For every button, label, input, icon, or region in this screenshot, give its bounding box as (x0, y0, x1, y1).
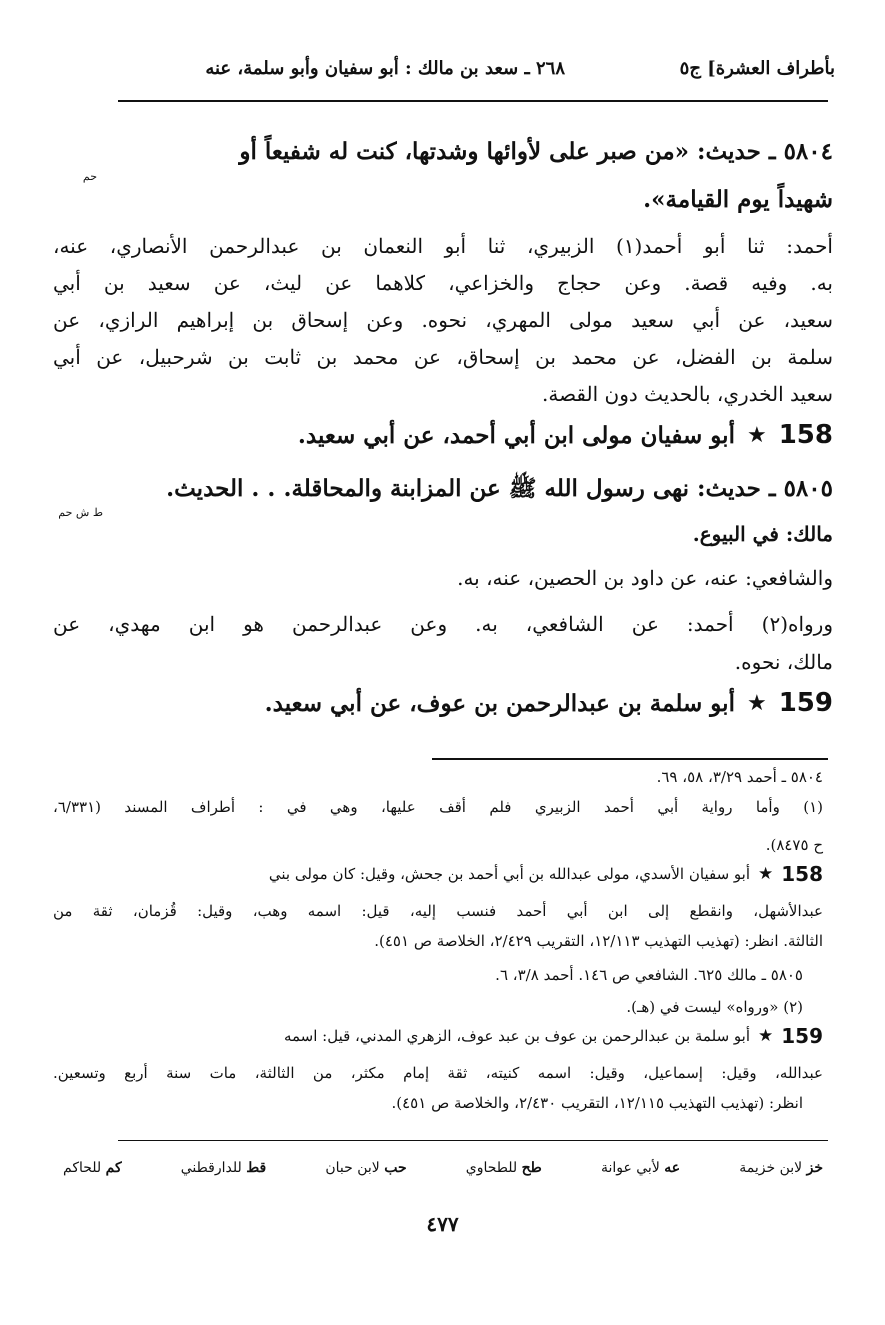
header-book-title: بأطراف العشرة] ج٥ (679, 58, 835, 79)
legend-item: خز لابن خزيمة (739, 1160, 823, 1176)
footnote-5804-refs: ٥٨٠٤ ـ أحمد ٣/٢٩، ٥٨، ٦٩. (656, 768, 823, 786)
hadith-5805-ahmad-line-1: ورواه(٢) أحمد: عن الشافعي، به. وعن عبدالرحمن هو ابن مهدي، عن (53, 612, 833, 636)
legend-rule (118, 1140, 828, 1141)
narrator-159-text: أبو سلمة بن عبدالرحمن بن عوف، عن أبي سعيد. (264, 689, 735, 717)
hadith-5804-title-cont: شهيداً يوم القيامة». (643, 186, 833, 213)
star-icon: ★ (758, 1026, 774, 1046)
narrator-158-text: أبو سفيان مولى ابن أبي أحمد، عن أبي سعيد. (297, 421, 735, 449)
hadith-5805-shafii: والشافعي: عنه، عن داود بن الحصين، عنه، به. (457, 566, 833, 590)
hadith-5804-source-sigla: حم (82, 170, 97, 183)
hadith-5805-ahmad-line-2: مالك، نحوه. (734, 650, 833, 674)
hadith-5804-isnad-line-2: به. وفيه قصة. وعن حجاج والخزاعي، كلاهما عن ليث، عن سعيد بن أبي (53, 271, 833, 295)
footnote-158-number: 158 (781, 862, 823, 886)
footnote-2: (٢) «ورواه» ليست في (هـ). (626, 998, 803, 1016)
page-number: ٤٧٧ (426, 1212, 459, 1236)
hadith-5804-title: ٥٨٠٤ ـ حديث: «من صبر على لأوائها وشدتها، كنت له شفيعاً أو (239, 138, 833, 165)
hadith-5804-isnad-line-5: سعيد الخدري، بالحديث دون القصة. (541, 382, 833, 406)
hadith-5804-isnad-line-4: سلمة بن الفضل، عن محمد بن إسحاق، عن محمد بن ثابت بن شرحبيل، عن أبي (53, 345, 833, 369)
footnote-158-heading (269, 862, 823, 886)
narrator-158-heading (298, 420, 833, 450)
legend-item: طح للطحاوي (465, 1160, 542, 1176)
footnote-159-number: 159 (781, 1024, 823, 1048)
footnote-158-line-3: الثالثة. انظر: (تهذيب التهذيب ١٢/١١٣، التقريب ٢/٤٢٩، الخلاصة ص ٤٥١). (374, 932, 823, 950)
hadith-5805-malik: مالك: في البيوع. (692, 522, 833, 546)
legend-item: كم للحاكم (63, 1160, 122, 1176)
narrator-159-number: 159 (778, 688, 833, 718)
footnote-159-heading (284, 1024, 823, 1048)
star-icon: ★ (746, 690, 767, 716)
footnote-159-line-1: أبو سلمة بن عبدالرحمن بن عوف بن عبد عوف، الزهري المدني، قيل: اسمه (283, 1027, 750, 1045)
footnote-1-line-2: ح ٨٤٧٥). (765, 836, 823, 854)
footnote-1-line-1: (١) وأما رواية أبي أحمد الزبيري فلم أقف عليها، وهي في : أطراف المسند (٦/٣٣١، (53, 798, 823, 816)
footnote-159-line-3: انظر: (تهذيب التهذيب ١٢/١١٥، التقريب ٢/٤٣٠، والخلاصة ص ٤٥١). (391, 1094, 803, 1112)
footnote-5805-refs: ٥٨٠٥ ـ مالك ٦٢٥. الشافعي ص ١٤٦. أحمد ٣/٨، ٦. (495, 966, 803, 984)
abbreviation-legend (63, 1160, 823, 1176)
footnote-158-line-1: أبو سفيان الأسدي، مولى عبدالله بن أبي أحمد بن جحش، وقيل: كان مولى بني (268, 865, 750, 883)
hadith-5805-title: ٥٨٠٥ ـ حديث: نهى رسول الله ﷺ عن المزابنة والمحاقلة. . . الحديث. (166, 475, 833, 502)
star-icon: ★ (758, 864, 774, 884)
narrator-158-number: 158 (778, 420, 833, 450)
hadith-5804-isnad-line-3: سعيد، عن أبي سعيد مولى المهري، نحوه. وعن إسحاق بن إبراهيم الرازي، عن (53, 308, 833, 332)
star-icon: ★ (746, 422, 767, 448)
footnote-159-line-2: عبدالله، وقيل: إسماعيل، وقيل: اسمه كنيته، ثقة إمام مكثر، من الثالثة، مات سنة أربع وتسعين. (53, 1064, 823, 1082)
hadith-5805-source-sigla: ط ش حم (58, 506, 103, 519)
legend-item: حب لابن حبان (325, 1160, 407, 1176)
legend-item: قط للدارقطني (180, 1160, 267, 1176)
footnote-separator (432, 758, 828, 760)
header-rule (118, 100, 828, 102)
footnote-158-line-2: عبدالأشهل، وانقطع إلى ابن أبي أحمد فنسب إليه، قيل: اسمه وهب، وقيل: قُزمان، ثقة من (53, 902, 823, 920)
narrator-159-heading (265, 688, 833, 718)
hadith-5804-isnad-line-1: أحمد: ثنا أبو أحمد(١) الزبيري، ثنا أبو النعمان بن عبدالرحمن الأنصاري، عنه، (53, 234, 833, 258)
header-chapter-title: ٢٦٨ ـ سعد بن مالك : أبو سفيان وأبو سلمة، عنه (205, 58, 565, 79)
legend-item: عه لأبي عوانة (600, 1160, 681, 1176)
